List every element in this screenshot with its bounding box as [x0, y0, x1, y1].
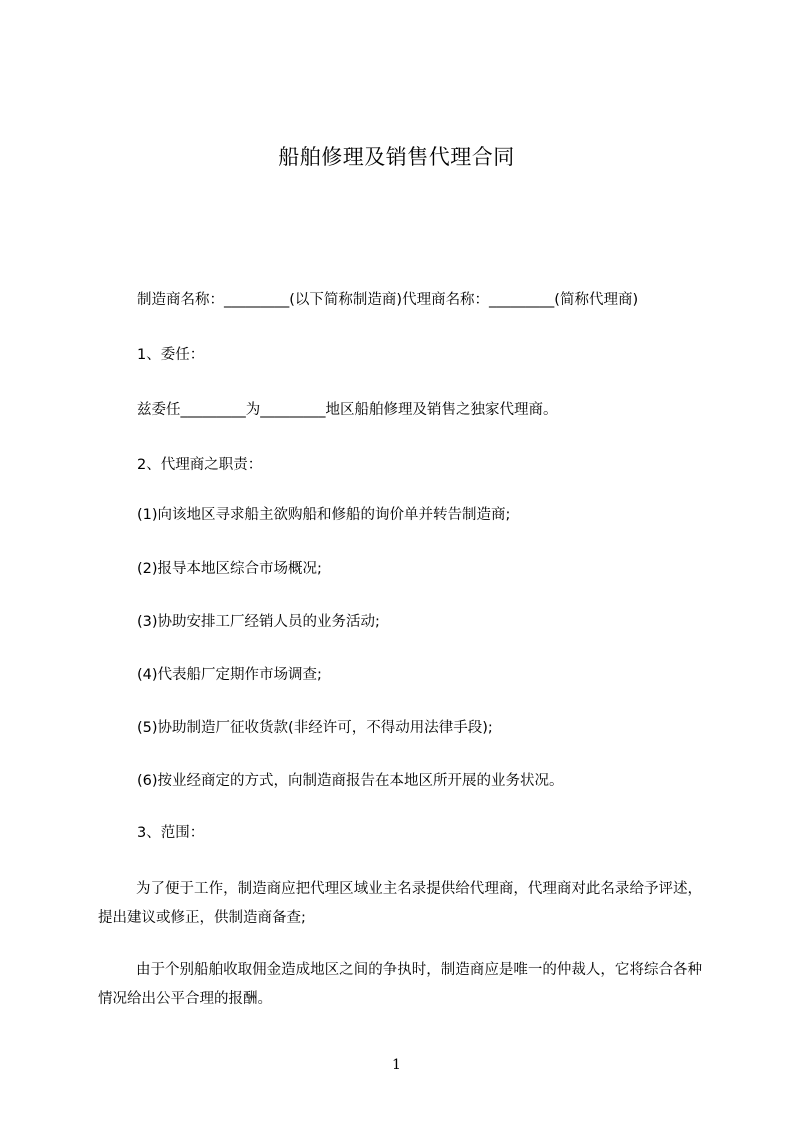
page-number: 1 — [392, 1057, 401, 1073]
duty-item-3: (3)协助安排工厂经销人员的业务活动; — [137, 614, 380, 630]
scope-paragraph-1: 为了便于工作，制造商应把代理区域业主名录提供给代理商，代理商对此名录给予评述，提出建议或修正，供制造商备查; — [98, 881, 702, 926]
duty-item-2: (2)报导本地区综合市场概况; — [137, 561, 322, 577]
duty-item-1: (1)向该地区寻求船主欲购船和修船的询价单并转告制造商; — [137, 507, 511, 523]
appointment-clause: 兹委任_________为_________地区船舶修理及销售之独家代理商。 — [137, 402, 558, 418]
scope-paragraph-2: 由于个别船舶收取佣金造成地区之间的争执时，制造商应是唯一的仲裁人，它将综合各种情况给出公平合理的报酬。 — [98, 962, 702, 1007]
section-3-heading: 3、范围： — [137, 825, 205, 841]
document-title: 船舶修理及销售代理合同 — [278, 145, 515, 169]
duty-item-6: (6)按业经商定的方式，向制造商报告在本地区所开展的业务状况。 — [137, 773, 564, 789]
parties-line: 制造商名称：_________(以下简称制造商)代理商名称：_________(简称代理商) — [137, 292, 639, 308]
section-2-heading: 2、代理商之职责： — [137, 457, 263, 473]
section-1-heading: 1、委任： — [137, 347, 205, 363]
duty-item-5: (5)协助制造厂征收货款(非经许可，不得动用法律手段); — [137, 720, 493, 736]
duty-item-4: (4)代表船厂定期作市场调查; — [137, 667, 322, 683]
